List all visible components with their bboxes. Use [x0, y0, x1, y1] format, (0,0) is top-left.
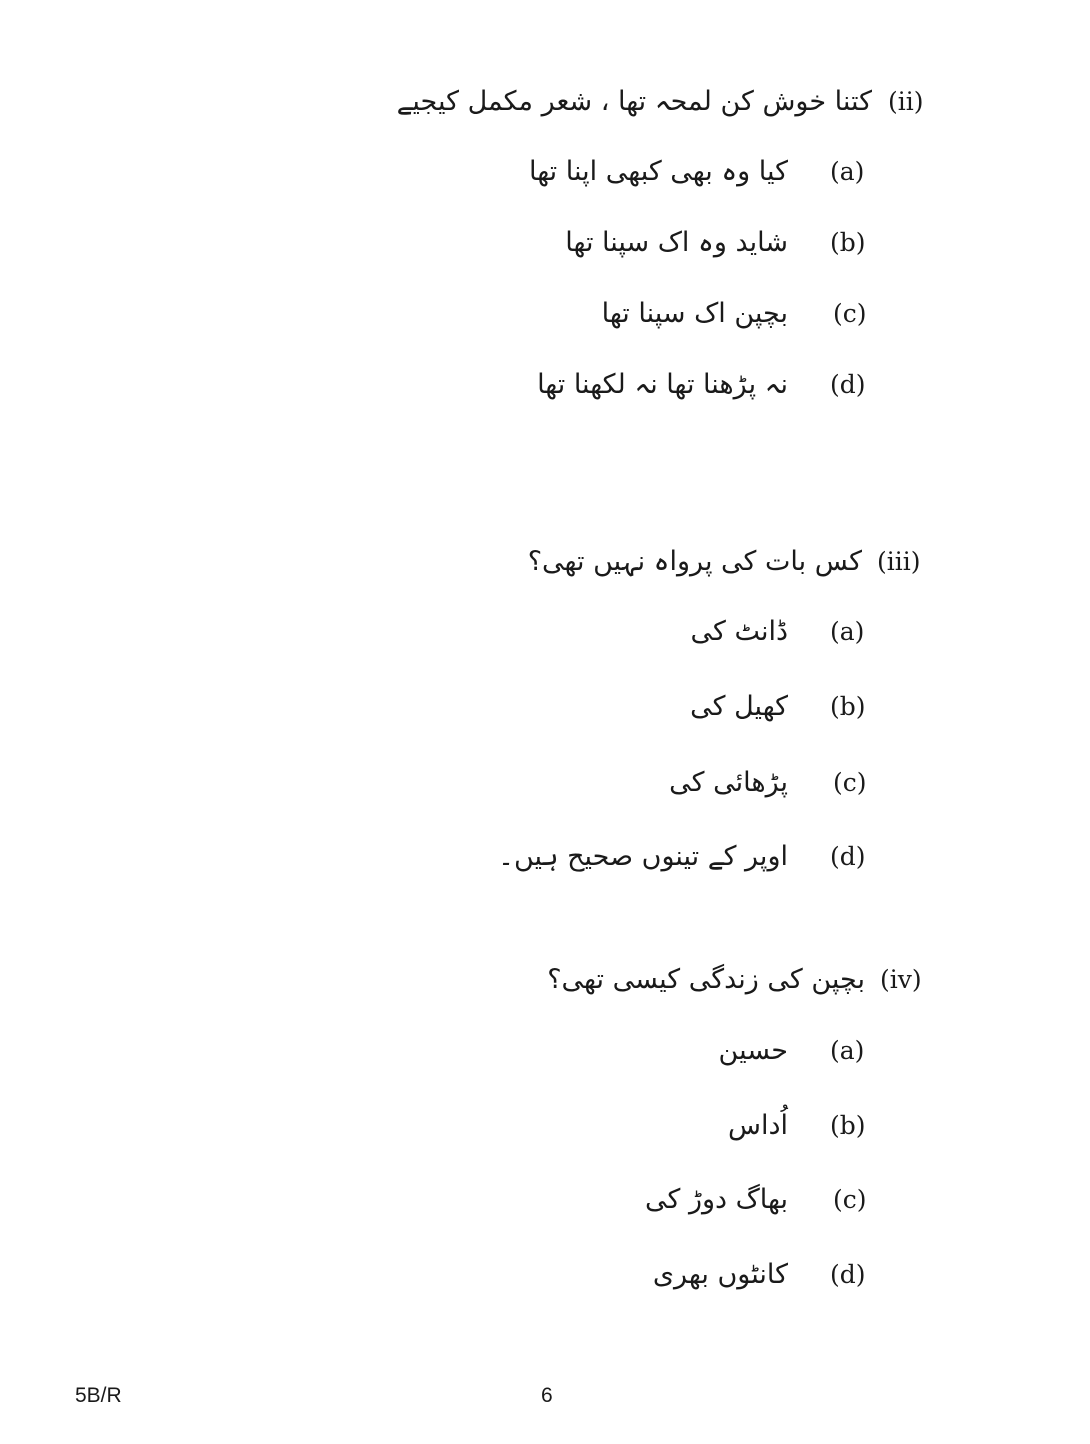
paper-code: 5B/R — [75, 1384, 122, 1407]
option-row — [0, 294, 1090, 334]
question-iv-stem — [0, 960, 1090, 1000]
option-marker: (a) — [830, 1036, 865, 1065]
option-row — [0, 1180, 1090, 1220]
option-marker: (a) — [830, 617, 865, 646]
option-text: ڈانٹ کی — [690, 616, 788, 647]
option-text: بچپن اک سپنا تھا — [601, 298, 788, 329]
option-marker: (d) — [830, 842, 866, 871]
question-text: کس بات کی پرواہ نہیں تھی؟ — [527, 546, 862, 577]
option-text: شاید وہ اک سپنا تھا — [565, 227, 788, 258]
option-row — [0, 1255, 1090, 1295]
option-marker: (a) — [830, 157, 865, 186]
option-marker: (b) — [830, 692, 866, 721]
option-text: کھیل کی — [690, 691, 788, 722]
option-text: حسین — [718, 1035, 788, 1066]
question-text: بچپن کی زندگی کیسی تھی؟ — [547, 964, 865, 995]
option-row — [0, 152, 1090, 192]
option-row — [0, 612, 1090, 652]
option-marker: (d) — [830, 370, 866, 399]
option-row — [0, 687, 1090, 727]
option-marker: (c) — [833, 768, 867, 797]
option-row — [0, 763, 1090, 803]
page-number: 6 — [541, 1384, 553, 1407]
question-marker: (iii) — [877, 547, 921, 576]
question-ii-stem — [0, 82, 1090, 122]
option-marker: (b) — [830, 228, 866, 257]
question-marker: (iv) — [880, 965, 922, 994]
option-text: کانٹوں بھری — [652, 1259, 788, 1290]
question-marker: (ii) — [888, 87, 924, 116]
option-row — [0, 837, 1090, 877]
option-marker: (c) — [833, 299, 867, 328]
option-marker: (c) — [833, 1185, 867, 1214]
option-text: بھاگ دوڑ کی — [645, 1184, 788, 1215]
option-text: کیا وہ بھی کبھی اپنا تھا — [529, 156, 788, 187]
option-text: اُداس — [728, 1110, 788, 1141]
option-text: نہ پڑھنا تھا نہ لکھنا تھا — [537, 369, 788, 400]
option-text: اوپر کے تینوں صحیح ہیں۔ — [498, 841, 788, 872]
option-marker: (b) — [830, 1111, 866, 1140]
question-text: کتنا خوش کن لمحہ تھا ، شعر مکمل کیجیے — [396, 86, 872, 117]
option-row — [0, 1106, 1090, 1146]
question-iii-stem — [0, 542, 1090, 582]
option-marker: (d) — [830, 1260, 866, 1289]
option-row — [0, 1031, 1090, 1071]
option-row — [0, 365, 1090, 405]
option-text: پڑھائی کی — [669, 767, 788, 798]
option-row — [0, 223, 1090, 263]
